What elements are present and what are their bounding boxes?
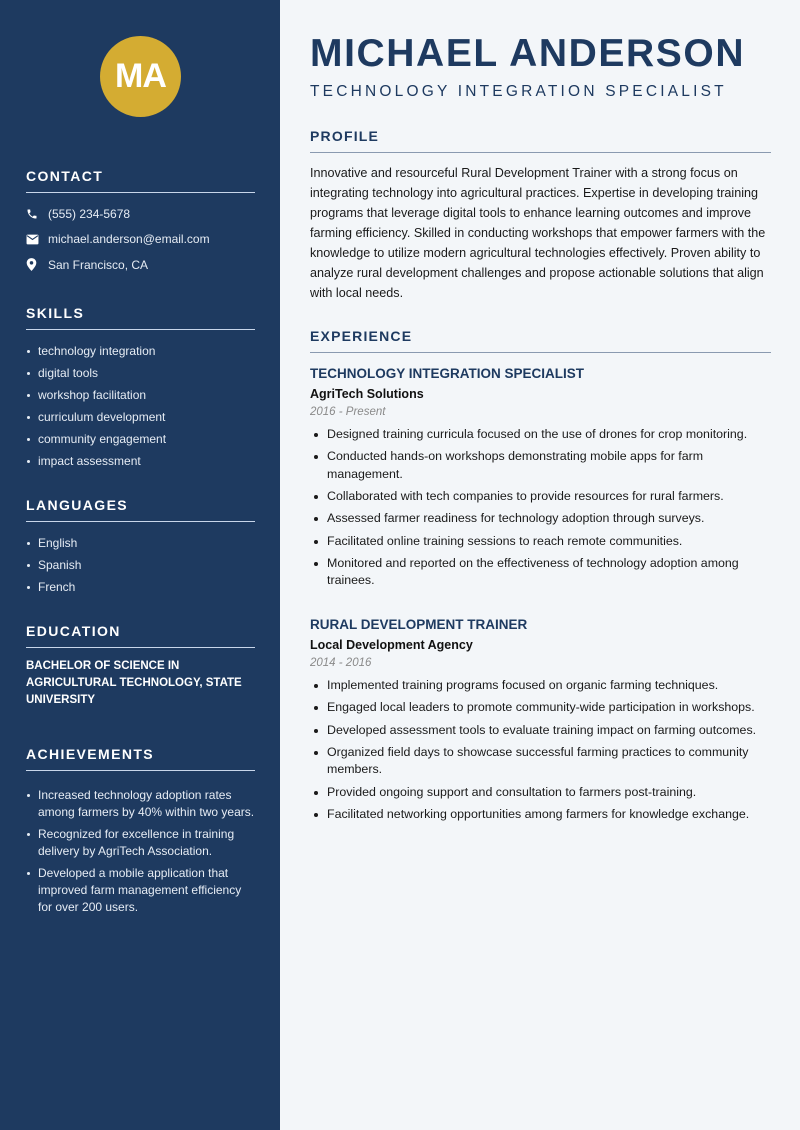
languages-section	[26, 497, 255, 598]
skill-item: curriculum development	[26, 406, 255, 428]
language-item: English	[26, 532, 255, 554]
profile-text: Innovative and resourceful Rural Development Trainer with a strong focus on integrating technology into agricultural practices. Expertise in developing training programs that leverage digital tools to enhance learning outcomes and improve farming efficiency. Skilled in conducting workshops that empower farmers with the knowledge to utilize modern agricultural technologies effectively. Proven ability to analyze rural development challenges and propose actionable solutions that align with local needs.	[310, 166, 766, 300]
skill-item: technology integration	[26, 340, 255, 362]
job-bullet: Monitored and reported on the effectiveness of technology adoption among trainees.	[310, 555, 771, 590]
job-bullets	[310, 677, 771, 823]
avatar	[100, 36, 181, 117]
achievement-item: Recognized for excellence in training delivery by AgriTech Association.	[26, 826, 255, 860]
education-degree: BACHELOR OF SCIENCE IN AGRICULTURAL TECHNOLOGY, STATE UNIVERSITY	[26, 660, 242, 706]
skill-item: community engagement	[26, 428, 255, 450]
contact-email	[26, 227, 255, 253]
language-item: French	[26, 576, 255, 598]
job-bullet: Assessed farmer readiness for technology adoption through surveys.	[310, 510, 771, 528]
location-pin-icon	[26, 258, 48, 271]
education-heading: EDUCATION	[26, 623, 255, 648]
location-text: San Francisco, CA	[48, 257, 149, 272]
achievements-section	[26, 746, 255, 921]
contact-phone	[26, 201, 255, 227]
job-bullets	[310, 426, 771, 590]
job-bullet: Implemented training programs focused on organic farming techniques.	[310, 677, 771, 695]
job-bullet: Developed assessment tools to evaluate training impact on farming outcomes.	[310, 722, 771, 740]
job-bullet: Conducted hands-on workshops demonstrating mobile apps for farm management.	[310, 448, 771, 483]
avatar-initials: MA	[115, 57, 166, 95]
candidate-title: TECHNOLOGY INTEGRATION SPECIALIST	[310, 83, 727, 100]
skill-item: digital tools	[26, 362, 255, 384]
job-dates: 2016 - Present	[310, 406, 386, 418]
job-bullet: Facilitated online training sessions to reach remote communities.	[310, 533, 771, 551]
job-bullet: Facilitated networking opportunities among farmers for knowledge exchange.	[310, 806, 771, 824]
languages-heading: LANGUAGES	[26, 497, 255, 522]
language-item: Spanish	[26, 554, 255, 576]
education-section	[26, 623, 255, 709]
skill-item: impact assessment	[26, 450, 255, 472]
phone-text: (555) 234-5678	[48, 206, 131, 221]
achievement-item: Developed a mobile application that improved farm management efficiency for over 200 users.	[26, 865, 255, 916]
experience-heading: EXPERIENCE	[310, 328, 771, 353]
languages-list	[26, 532, 255, 598]
job-company: Local Development Agency	[310, 638, 473, 652]
job-entry	[310, 617, 771, 828]
skills-section	[26, 305, 255, 472]
job-title: RURAL DEVELOPMENT TRAINER	[310, 617, 528, 632]
job-bullet: Collaborated with tech companies to provide resources for rural farmers.	[310, 488, 771, 506]
job-dates: 2014 - 2016	[310, 657, 372, 669]
job-title: TECHNOLOGY INTEGRATION SPECIALIST	[310, 366, 585, 381]
email-text: michael.anderson@email.com	[48, 232, 210, 247]
skill-item: workshop facilitation	[26, 384, 255, 406]
job-company: AgriTech Solutions	[310, 387, 424, 401]
phone-icon	[26, 208, 48, 220]
skills-list	[26, 340, 255, 472]
skills-heading: SKILLS	[26, 305, 255, 330]
contact-location	[26, 252, 255, 278]
job-entry	[310, 366, 771, 595]
achievements-list	[26, 787, 255, 916]
achievements-heading: ACHIEVEMENTS	[26, 746, 255, 771]
achievement-item: Increased technology adoption rates among farmers by 40% within two years.	[26, 787, 255, 821]
job-bullet: Designed training curricula focused on the use of drones for crop monitoring.	[310, 426, 771, 444]
candidate-name: MICHAEL ANDERSON	[310, 32, 746, 75]
contact-heading: CONTACT	[26, 168, 255, 193]
job-bullet: Engaged local leaders to promote community-wide participation in workshops.	[310, 699, 771, 717]
contact-section	[26, 168, 255, 278]
profile-heading: PROFILE	[310, 128, 771, 153]
job-bullet: Organized field days to showcase successful farming practices to community members.	[310, 744, 771, 779]
sidebar	[0, 0, 280, 1130]
job-bullet: Provided ongoing support and consultation to farmers post-training.	[310, 784, 771, 802]
email-icon	[26, 234, 48, 245]
